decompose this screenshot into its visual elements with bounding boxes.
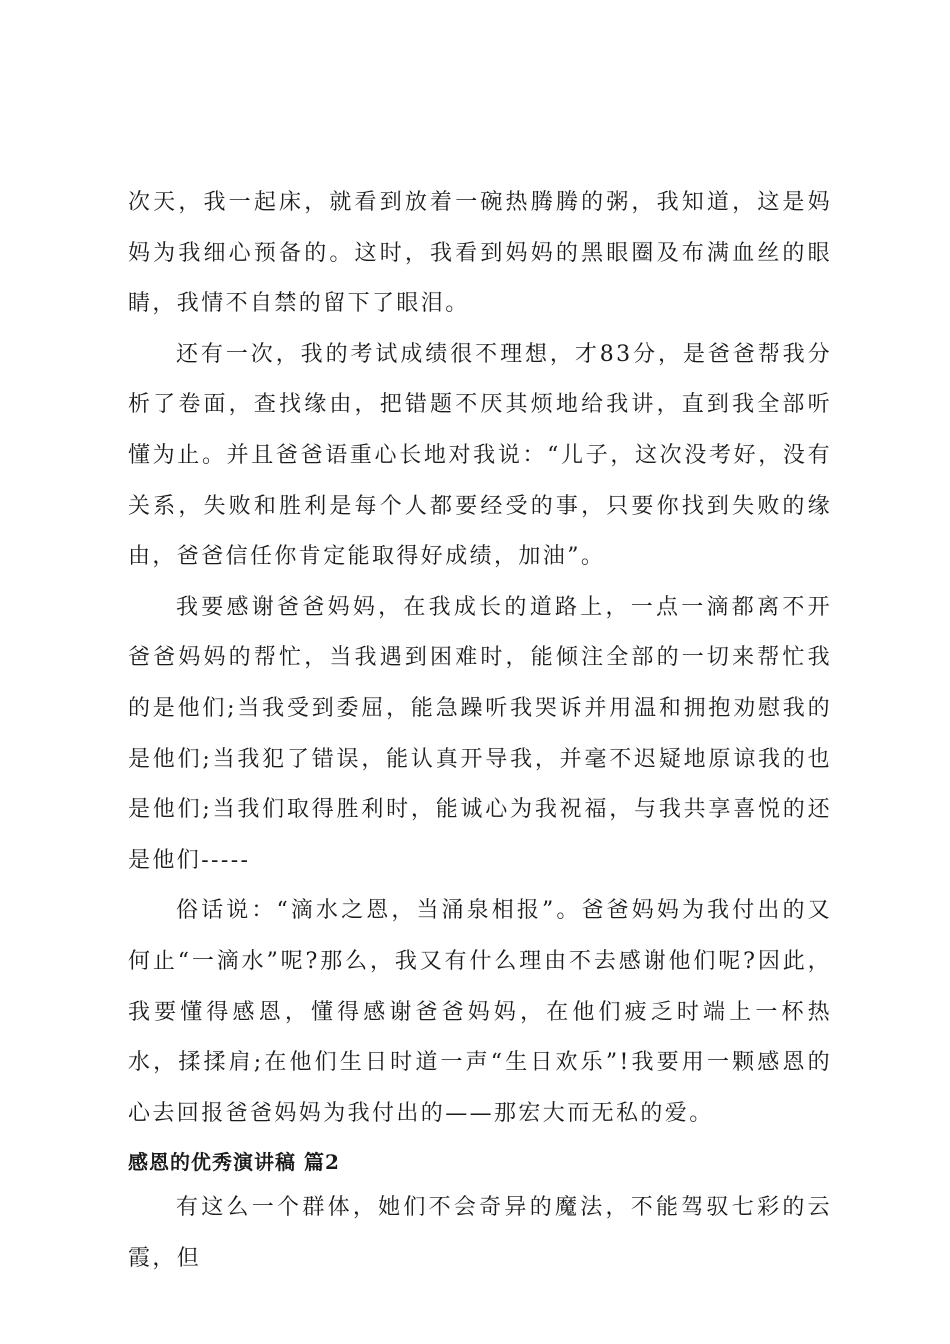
paragraph-3: 我要感谢爸爸妈妈，在我成长的道路上，一点一滴都离不开爸爸妈妈的帮忙，当我遇到困难时，能倾注全部的一切来帮忙我的是他们;当我受到委屈，能急躁听我哭诉并用温和拥抱劝慰我的是他们;当我犯了错误，能认真开导我，并毫不迟疑地原谅我的也是他们;当我们取得胜利时，能诚心为我祝福，与我共享喜悦的还是他们----- — [128, 594, 832, 873]
paragraph-5: 有这么一个群体，她们不会奇异的魔法，不能驾驭七彩的云霞，但 — [128, 1195, 832, 1271]
document-page — [128, 178, 832, 1284]
paragraph-2: 还有一次，我的考试成绩很不理想，才83分，是爸爸帮我分析了卷面，查找缘由，把错题不厌其烦地给我讲，直到我全部听懂为止。并且爸爸语重心长地对我说：“儿子，这次没考好，没有关系，失败和胜利是每个人都要经受的事，只要你找到失败的缘由，爸爸信任你肯定能取得好成绩，加油”。 — [128, 341, 832, 570]
paragraph-4: 俗话说：“滴水之恩，当涌泉相报”。爸爸妈妈为我付出的又何止“一滴水”呢?那么，我又有什么理由不去感谢他们呢?因此，我要懂得感恩，懂得感谢爸爸妈妈，在他们疲乏时端上一杯热水，揉揉肩;在他们生日时道一声“生日欢乐”!我要用一颗感恩的心去回报爸爸妈妈为我付出的——那宏大而无私的爱。 — [128, 898, 832, 1126]
paragraph-1: 次天，我一起床，就看到放着一碗热腾腾的粥，我知道，这是妈妈为我细心预备的。这时，我看到妈妈的黑眼圈及布满血丝的眼睛，我情不自禁的留下了眼泪。 — [128, 190, 832, 317]
section-heading: 感恩的优秀演讲稿 篇2 — [128, 1150, 340, 1175]
